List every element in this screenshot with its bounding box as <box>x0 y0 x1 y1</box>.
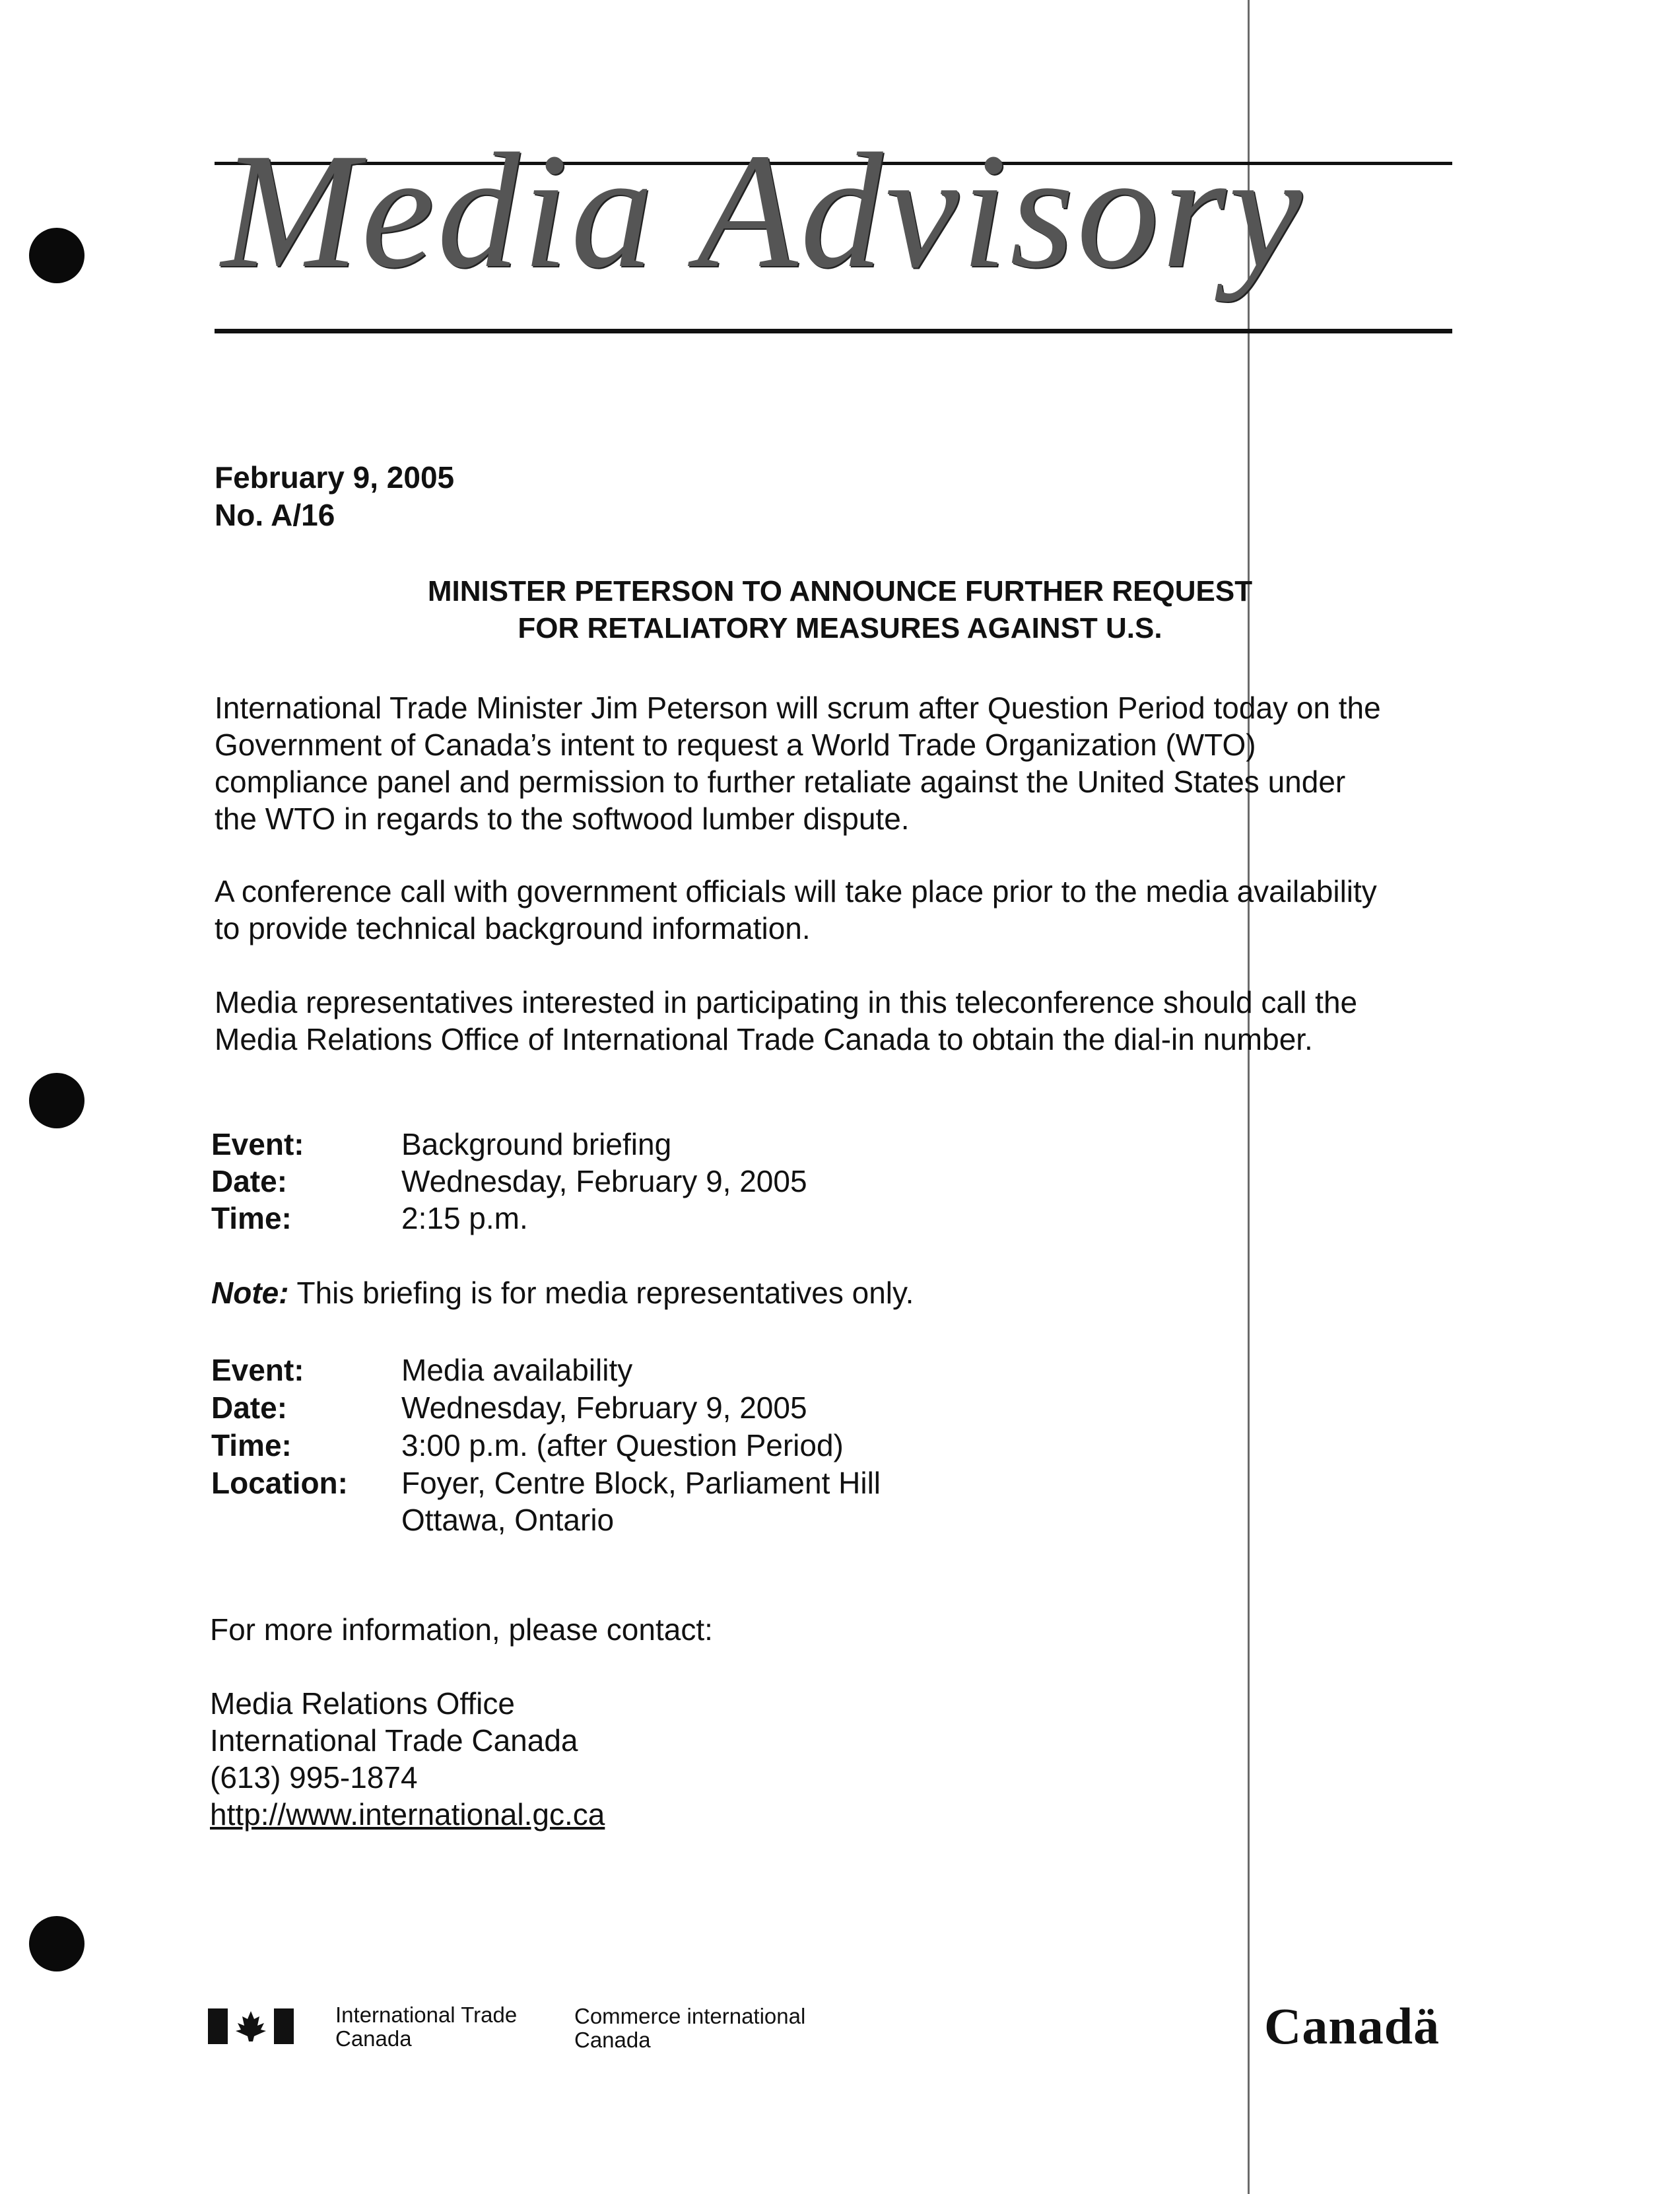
event1-event-row <box>0 1126 1680 1163</box>
paragraph-teleconference <box>215 984 1357 1058</box>
briefing-note <box>211 1274 914 1311</box>
date-label: Date: <box>211 1164 288 1198</box>
footer-dept-french <box>574 2005 805 2052</box>
event2-date-row <box>0 1390 1680 1427</box>
canada-flag-icon <box>208 2008 294 2044</box>
event2-location-row-2 <box>0 1502 1680 1539</box>
footer-fr-line-1: Commerce international <box>574 2004 806 2028</box>
time-value: 3:00 p.m. (after Question Period) <box>401 1428 844 1462</box>
contact-org: International Trade Canada <box>210 1723 578 1758</box>
time-value: 2:15 p.m. <box>401 1201 528 1235</box>
contact-office: Media Relations Office <box>210 1686 515 1721</box>
paragraph-scrum <box>215 689 1381 837</box>
paragraph-line: Media Relations Office of International Trade Canada to obtain the dial-in number. <box>215 1022 1313 1056</box>
time-label: Time: <box>211 1428 292 1462</box>
event-label: Event: <box>211 1353 304 1387</box>
headline-line-1: MINISTER PETERSON TO ANNOUNCE FURTHER REQUEST <box>427 575 1253 607</box>
time-label: Time: <box>211 1201 292 1235</box>
date-label: Date: <box>211 1390 288 1425</box>
canada-wordmark: Canadä <box>1264 1997 1440 2055</box>
contact-intro: For more information, please contact: <box>210 1612 713 1647</box>
paragraph-line: to provide technical background information. <box>215 911 811 945</box>
masthead-title: Media Advisory <box>221 120 1305 302</box>
event-label: Event: <box>211 1127 304 1161</box>
masthead-rule-bottom <box>215 329 1452 333</box>
footer-en-line-1: International Trade <box>335 2003 518 2027</box>
date-value: Wednesday, February 9, 2005 <box>401 1164 807 1198</box>
paragraph-line: the WTO in regards to the softwood lumber dispute. <box>215 802 910 836</box>
contact-phone: (613) 995-1874 <box>210 1760 418 1795</box>
punch-hole <box>29 1916 84 1971</box>
event2-time-row <box>0 1427 1680 1464</box>
date-value: Wednesday, February 9, 2005 <box>401 1390 807 1425</box>
location-value-line-2: Ottawa, Ontario <box>401 1503 615 1537</box>
headline <box>0 573 1680 647</box>
advisory-number: No. A/16 <box>215 498 335 532</box>
event2-location-row <box>0 1465 1680 1502</box>
footer-en-line-2: Canada <box>335 2026 412 2051</box>
note-text: This briefing is for media representatives only. <box>288 1276 914 1310</box>
contact-block <box>210 1685 605 1833</box>
event2-event-row <box>0 1352 1680 1389</box>
paragraph-line: Media representatives interested in participating in this teleconference should call the <box>215 985 1358 1019</box>
paragraph-line: compliance panel and permission to further retaliate against the United States under <box>215 765 1346 799</box>
location-label: Location: <box>211 1466 348 1500</box>
paragraph-line: International Trade Minister Jim Peterson will scrum after Question Period today on the <box>215 691 1381 725</box>
footer-fr-line-2: Canada <box>574 2028 651 2052</box>
event-value: Background briefing <box>401 1127 672 1161</box>
contact-website-link[interactable]: http://www.international.gc.ca <box>210 1797 605 1832</box>
event-value: Media availability <box>401 1353 633 1387</box>
advisory-date: February 9, 2005 <box>215 460 455 495</box>
location-value: Foyer, Centre Block, Parliament Hill <box>401 1466 881 1500</box>
headline-line-2: FOR RETALIATORY MEASURES AGAINST U.S. <box>518 612 1162 644</box>
note-label: Note: <box>211 1276 289 1310</box>
event1-date-row <box>0 1163 1680 1200</box>
paragraph-line: A conference call with government officials will take place prior to the media availability <box>215 874 1377 908</box>
paragraph-conference-call <box>215 873 1377 947</box>
punch-hole <box>29 228 84 283</box>
event1-time-row <box>0 1200 1680 1237</box>
paragraph-line: Government of Canada’s intent to request a World Trade Organization (WTO) <box>215 728 1256 762</box>
footer-dept-english <box>335 2003 517 2051</box>
punch-hole <box>29 1073 84 1128</box>
